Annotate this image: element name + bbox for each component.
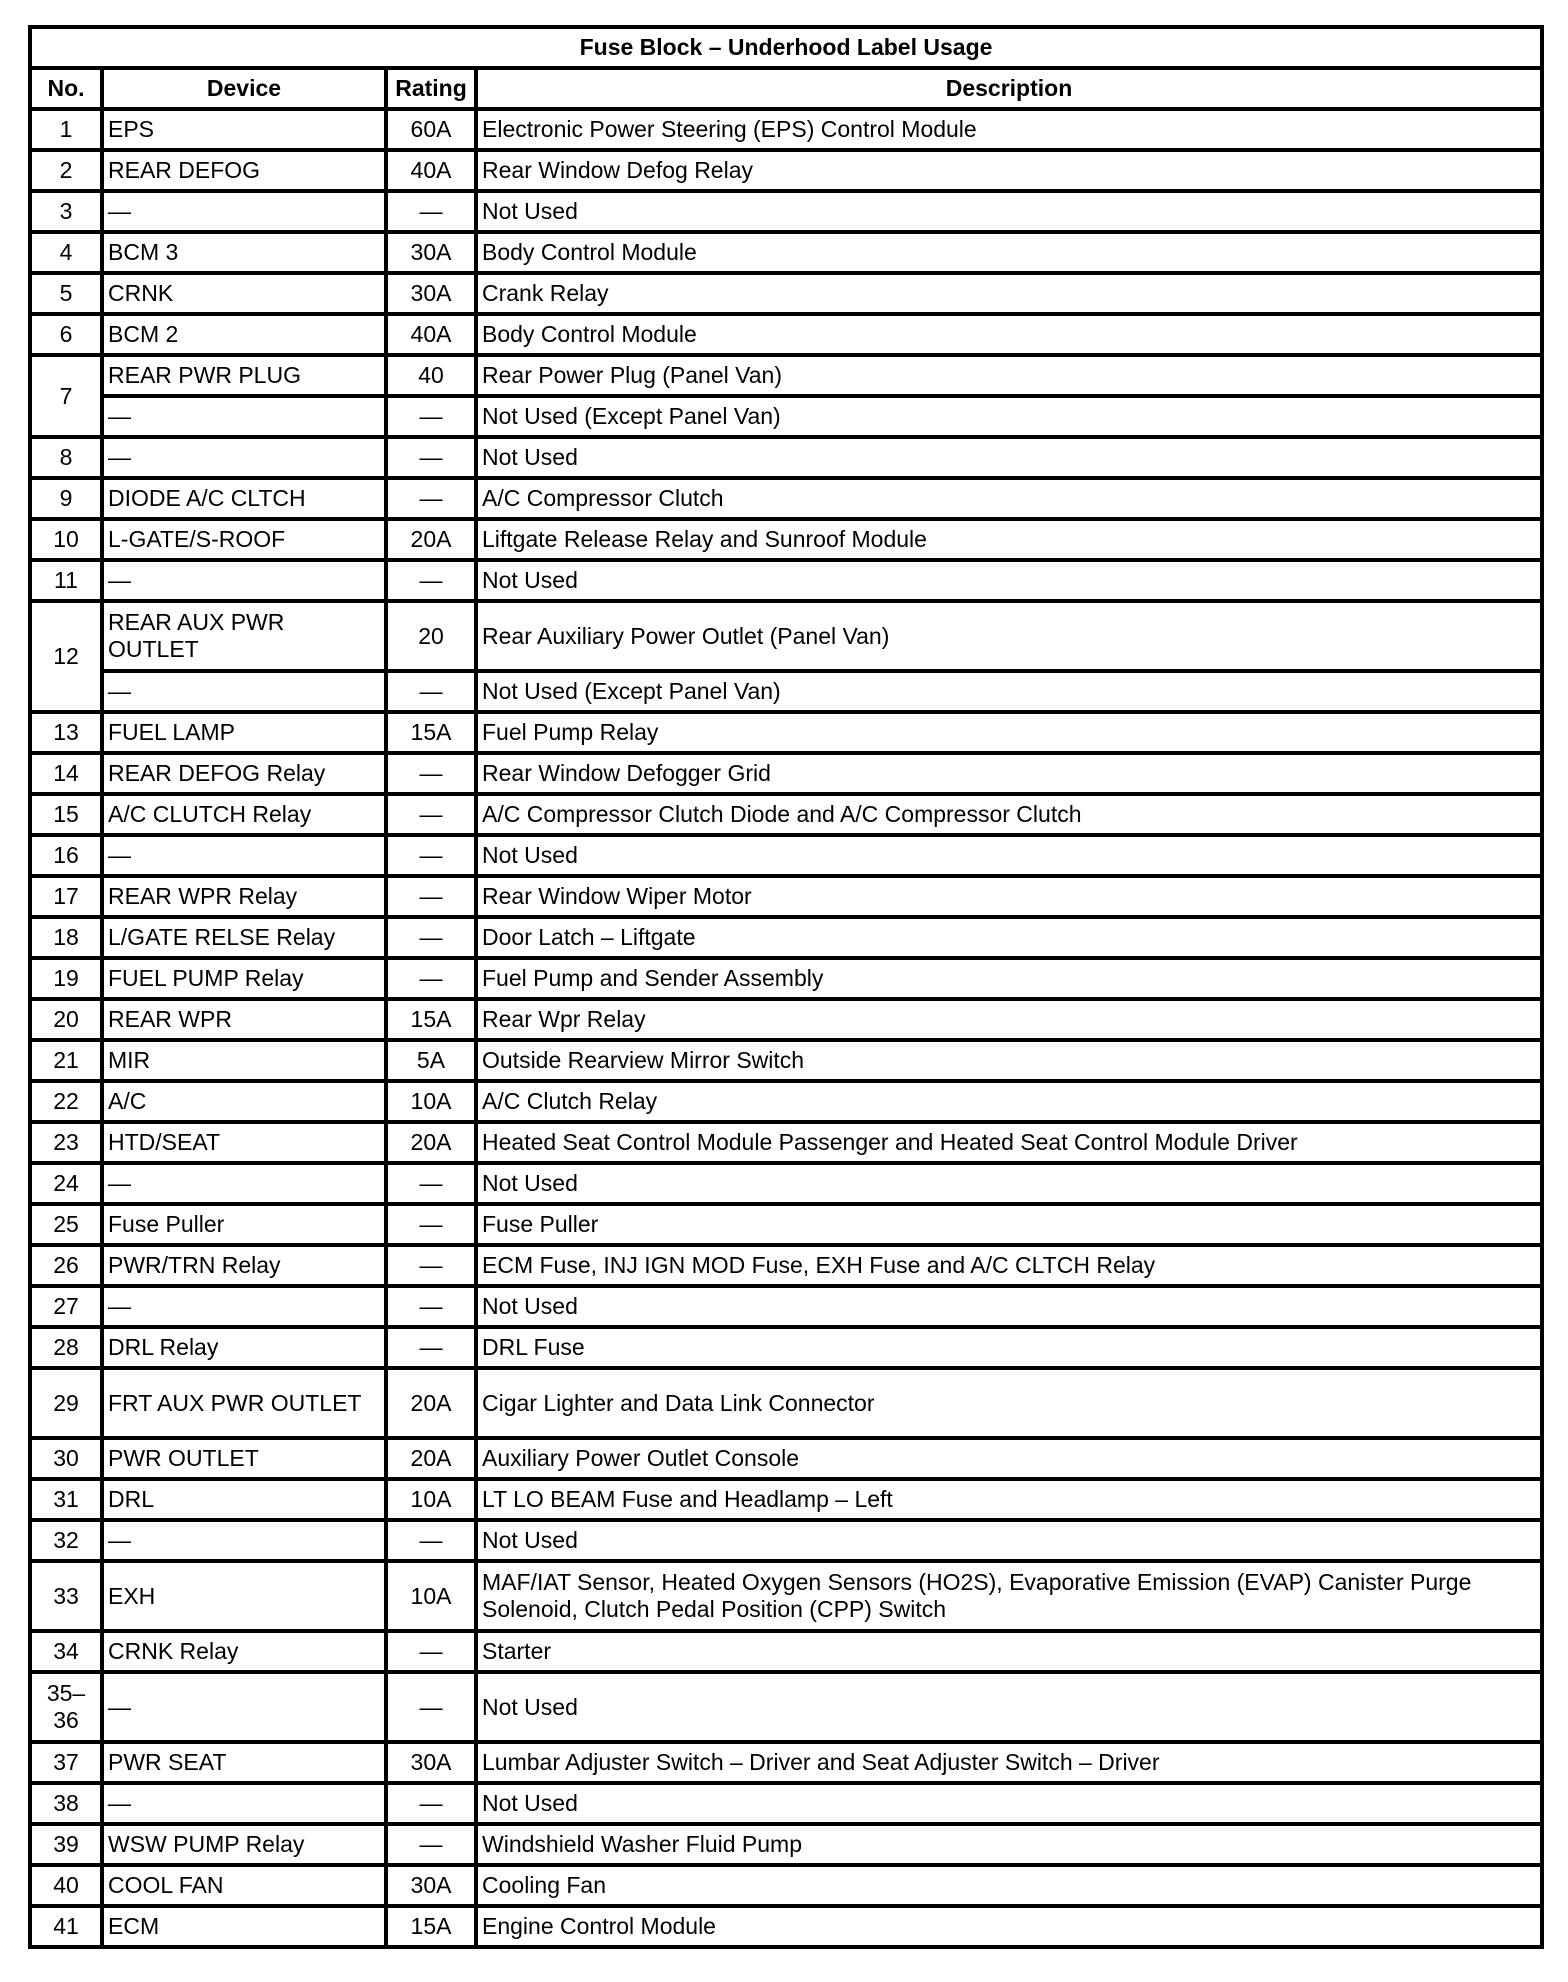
description-cell: Rear Window Defog Relay [476, 150, 1542, 191]
fuse-number-cell: 38 [30, 1783, 102, 1824]
description-cell: Starter [476, 1631, 1542, 1672]
rating-cell: — [386, 437, 476, 478]
device-cell: ECM [102, 1906, 386, 1947]
fuse-number-cell: 1 [30, 109, 102, 150]
fuse-number-cell: 35–36 [30, 1672, 102, 1742]
description-cell: Rear Auxiliary Power Outlet (Panel Van) [476, 601, 1542, 671]
device-cell: BCM 2 [102, 314, 386, 355]
rating-cell: 20A [386, 1122, 476, 1163]
table-row [30, 1742, 1542, 1783]
description-cell: Fuse Puller [476, 1204, 1542, 1245]
rating-cell: — [386, 671, 476, 712]
fuse-number-cell: 7 [30, 355, 102, 437]
fuse-number-cell: 28 [30, 1327, 102, 1368]
table-row [30, 1286, 1542, 1327]
device-cell: REAR DEFOG [102, 150, 386, 191]
fuse-number-cell: 8 [30, 437, 102, 478]
rating-cell: — [386, 1783, 476, 1824]
fuse-number-cell: 33 [30, 1561, 102, 1631]
device-cell: A/C [102, 1081, 386, 1122]
fuse-number-cell: 4 [30, 232, 102, 273]
device-cell: DIODE A/C CLTCH [102, 478, 386, 519]
description-cell: Fuel Pump Relay [476, 712, 1542, 753]
description-cell: Not Used [476, 560, 1542, 601]
description-cell: Not Used (Except Panel Van) [476, 396, 1542, 437]
rating-cell: — [386, 1672, 476, 1742]
table-row [30, 835, 1542, 876]
fuse-number-cell: 26 [30, 1245, 102, 1286]
fuse-number-cell: 5 [30, 273, 102, 314]
description-cell: Not Used [476, 1286, 1542, 1327]
table-row [30, 150, 1542, 191]
rating-cell: 40A [386, 150, 476, 191]
fuse-number-cell: 25 [30, 1204, 102, 1245]
rating-cell: 15A [386, 1906, 476, 1947]
device-cell: WSW PUMP Relay [102, 1824, 386, 1865]
description-cell: Engine Control Module [476, 1906, 1542, 1947]
description-cell: Not Used [476, 835, 1542, 876]
table-row [30, 1865, 1542, 1906]
table-row [30, 560, 1542, 601]
device-cell: — [102, 396, 386, 437]
table-row [30, 876, 1542, 917]
table-row [30, 478, 1542, 519]
device-cell: PWR OUTLET [102, 1438, 386, 1479]
fuse-number-cell: 12 [30, 601, 102, 712]
description-cell: A/C Compressor Clutch Diode and A/C Compressor Clutch [476, 794, 1542, 835]
rating-cell: — [386, 191, 476, 232]
description-cell: Electronic Power Steering (EPS) Control Module [476, 109, 1542, 150]
table-row [30, 1040, 1542, 1081]
table-row [30, 519, 1542, 560]
description-cell: LT LO BEAM Fuse and Headlamp – Left [476, 1479, 1542, 1520]
fuse-number-cell: 39 [30, 1824, 102, 1865]
description-cell: A/C Clutch Relay [476, 1081, 1542, 1122]
description-cell: Liftgate Release Relay and Sunroof Module [476, 519, 1542, 560]
table-row [30, 191, 1542, 232]
description-cell: ECM Fuse, INJ IGN MOD Fuse, EXH Fuse and A/C CLTCH Relay [476, 1245, 1542, 1286]
device-cell: L-GATE/S-ROOF [102, 519, 386, 560]
fuse-number-cell: 2 [30, 150, 102, 191]
description-cell: DRL Fuse [476, 1327, 1542, 1368]
table-row [30, 753, 1542, 794]
rating-cell: — [386, 1520, 476, 1561]
device-cell: REAR WPR [102, 999, 386, 1040]
device-cell: DRL [102, 1479, 386, 1520]
device-cell: PWR/TRN Relay [102, 1245, 386, 1286]
table-row [30, 712, 1542, 753]
rating-cell: — [386, 958, 476, 999]
rating-cell: — [386, 478, 476, 519]
rating-cell: — [386, 835, 476, 876]
rating-cell: 40A [386, 314, 476, 355]
rating-cell: 20A [386, 1368, 476, 1438]
table-row [30, 314, 1542, 355]
rating-cell: — [386, 1204, 476, 1245]
table-row [30, 1438, 1542, 1479]
rating-cell: 30A [386, 273, 476, 314]
device-cell: FUEL LAMP [102, 712, 386, 753]
table-row [30, 1122, 1542, 1163]
fuse-number-cell: 23 [30, 1122, 102, 1163]
device-cell: PWR SEAT [102, 1742, 386, 1783]
fuse-number-cell: 30 [30, 1438, 102, 1479]
description-cell: Not Used (Except Panel Van) [476, 671, 1542, 712]
header-rating: Rating [386, 68, 476, 109]
description-cell: Not Used [476, 1672, 1542, 1742]
table-title: Fuse Block – Underhood Label Usage [30, 27, 1542, 68]
description-cell: Outside Rearview Mirror Switch [476, 1040, 1542, 1081]
rating-cell: 20A [386, 1438, 476, 1479]
device-cell: BCM 3 [102, 232, 386, 273]
fuse-number-cell: 31 [30, 1479, 102, 1520]
fuse-number-cell: 13 [30, 712, 102, 753]
table-row [30, 396, 1542, 437]
rating-cell: — [386, 396, 476, 437]
device-cell: — [102, 437, 386, 478]
rating-cell: 40 [386, 355, 476, 396]
rating-cell: 30A [386, 1865, 476, 1906]
table-row [30, 109, 1542, 150]
device-cell: — [102, 1286, 386, 1327]
device-cell: CRNK Relay [102, 1631, 386, 1672]
fuse-number-cell: 37 [30, 1742, 102, 1783]
table-row [30, 1906, 1542, 1947]
rating-cell: 30A [386, 232, 476, 273]
fuse-number-cell: 27 [30, 1286, 102, 1327]
rating-cell: — [386, 1327, 476, 1368]
table-row [30, 1631, 1542, 1672]
rating-cell: — [386, 1824, 476, 1865]
fuse-number-cell: 19 [30, 958, 102, 999]
title-row [30, 27, 1542, 68]
description-cell: A/C Compressor Clutch [476, 478, 1542, 519]
rating-cell: — [386, 1163, 476, 1204]
description-cell: MAF/IAT Sensor, Heated Oxygen Sensors (HO2S), Evaporative Emission (EVAP) Canister Purge Solenoid, Clutch Pedal Position (CPP) Switch [476, 1561, 1542, 1631]
header-row [30, 68, 1542, 109]
table-row [30, 1368, 1542, 1438]
fuse-number-cell: 11 [30, 560, 102, 601]
description-cell: Heated Seat Control Module Passenger and Heated Seat Control Module Driver [476, 1122, 1542, 1163]
description-cell: Crank Relay [476, 273, 1542, 314]
fuse-number-cell: 20 [30, 999, 102, 1040]
fuse-table [28, 25, 1544, 1949]
description-cell: Auxiliary Power Outlet Console [476, 1438, 1542, 1479]
fuse-number-cell: 3 [30, 191, 102, 232]
table-row [30, 1479, 1542, 1520]
fuse-number-cell: 40 [30, 1865, 102, 1906]
description-cell: Lumbar Adjuster Switch – Driver and Seat Adjuster Switch – Driver [476, 1742, 1542, 1783]
rating-cell: — [386, 753, 476, 794]
rating-cell: — [386, 1286, 476, 1327]
fuse-number-cell: 16 [30, 835, 102, 876]
rating-cell: 60A [386, 109, 476, 150]
description-cell: Not Used [476, 1520, 1542, 1561]
header-device: Device [102, 68, 386, 109]
description-cell: Not Used [476, 1163, 1542, 1204]
table-row [30, 1163, 1542, 1204]
table-row [30, 273, 1542, 314]
rating-cell: — [386, 876, 476, 917]
device-cell: — [102, 1520, 386, 1561]
description-cell: Not Used [476, 191, 1542, 232]
description-cell: Door Latch – Liftgate [476, 917, 1542, 958]
device-cell: CRNK [102, 273, 386, 314]
rating-cell: — [386, 560, 476, 601]
header-description: Description [476, 68, 1542, 109]
fuse-number-cell: 29 [30, 1368, 102, 1438]
header-no: No. [30, 68, 102, 109]
fuse-number-cell: 15 [30, 794, 102, 835]
table-row [30, 1327, 1542, 1368]
device-cell: REAR WPR Relay [102, 876, 386, 917]
table-row [30, 999, 1542, 1040]
description-cell: Not Used [476, 437, 1542, 478]
rating-cell: — [386, 794, 476, 835]
rating-cell: — [386, 1245, 476, 1286]
rating-cell: 10A [386, 1479, 476, 1520]
rating-cell: 30A [386, 1742, 476, 1783]
device-cell: Fuse Puller [102, 1204, 386, 1245]
description-cell: Body Control Module [476, 314, 1542, 355]
rating-cell: 15A [386, 712, 476, 753]
device-cell: A/C CLUTCH Relay [102, 794, 386, 835]
table-row [30, 794, 1542, 835]
table-row [30, 1204, 1542, 1245]
fuse-number-cell: 17 [30, 876, 102, 917]
device-cell: — [102, 560, 386, 601]
description-cell: Cooling Fan [476, 1865, 1542, 1906]
table-row [30, 437, 1542, 478]
fuse-number-cell: 9 [30, 478, 102, 519]
fuse-number-cell: 18 [30, 917, 102, 958]
rating-cell: 20A [386, 519, 476, 560]
device-cell: DRL Relay [102, 1327, 386, 1368]
fuse-number-cell: 24 [30, 1163, 102, 1204]
rating-cell: 10A [386, 1561, 476, 1631]
table-row [30, 1081, 1542, 1122]
rating-cell: 15A [386, 999, 476, 1040]
table-row [30, 1561, 1542, 1631]
fuse-number-cell: 22 [30, 1081, 102, 1122]
fuse-number-cell: 41 [30, 1906, 102, 1947]
device-cell: — [102, 671, 386, 712]
table-row [30, 917, 1542, 958]
fuse-number-cell: 34 [30, 1631, 102, 1672]
description-cell: Rear Power Plug (Panel Van) [476, 355, 1542, 396]
device-cell: EXH [102, 1561, 386, 1631]
fuse-table-body [30, 109, 1542, 1947]
device-cell: — [102, 835, 386, 876]
table-row [30, 671, 1542, 712]
device-cell: EPS [102, 109, 386, 150]
device-cell: FRT AUX PWR OUTLET [102, 1368, 386, 1438]
device-cell: — [102, 1163, 386, 1204]
table-row [30, 958, 1542, 999]
device-cell: HTD/SEAT [102, 1122, 386, 1163]
description-cell: Fuel Pump and Sender Assembly [476, 958, 1542, 999]
table-row [30, 355, 1542, 396]
description-cell: Rear Window Wiper Motor [476, 876, 1542, 917]
rating-cell: — [386, 1631, 476, 1672]
description-cell: Rear Wpr Relay [476, 999, 1542, 1040]
description-cell: Body Control Module [476, 232, 1542, 273]
fuse-number-cell: 21 [30, 1040, 102, 1081]
description-cell: Rear Window Defogger Grid [476, 753, 1542, 794]
fuse-number-cell: 10 [30, 519, 102, 560]
device-cell: REAR AUX PWR OUTLET [102, 601, 386, 671]
table-row [30, 1783, 1542, 1824]
table-row [30, 1672, 1542, 1742]
device-cell: L/GATE RELSE Relay [102, 917, 386, 958]
fuse-number-cell: 32 [30, 1520, 102, 1561]
table-row [30, 1520, 1542, 1561]
table-row [30, 601, 1542, 671]
device-cell: FUEL PUMP Relay [102, 958, 386, 999]
device-cell: MIR [102, 1040, 386, 1081]
device-cell: — [102, 191, 386, 232]
fuse-number-cell: 6 [30, 314, 102, 355]
device-cell: — [102, 1672, 386, 1742]
device-cell: REAR DEFOG Relay [102, 753, 386, 794]
rating-cell: — [386, 917, 476, 958]
fuse-number-cell: 14 [30, 753, 102, 794]
table-row [30, 1245, 1542, 1286]
rating-cell: 5A [386, 1040, 476, 1081]
device-cell: COOL FAN [102, 1865, 386, 1906]
device-cell: REAR PWR PLUG [102, 355, 386, 396]
table-row [30, 232, 1542, 273]
device-cell: — [102, 1783, 386, 1824]
description-cell: Windshield Washer Fluid Pump [476, 1824, 1542, 1865]
table-row [30, 1824, 1542, 1865]
description-cell: Not Used [476, 1783, 1542, 1824]
rating-cell: 20 [386, 601, 476, 671]
description-cell: Cigar Lighter and Data Link Connector [476, 1368, 1542, 1438]
rating-cell: 10A [386, 1081, 476, 1122]
